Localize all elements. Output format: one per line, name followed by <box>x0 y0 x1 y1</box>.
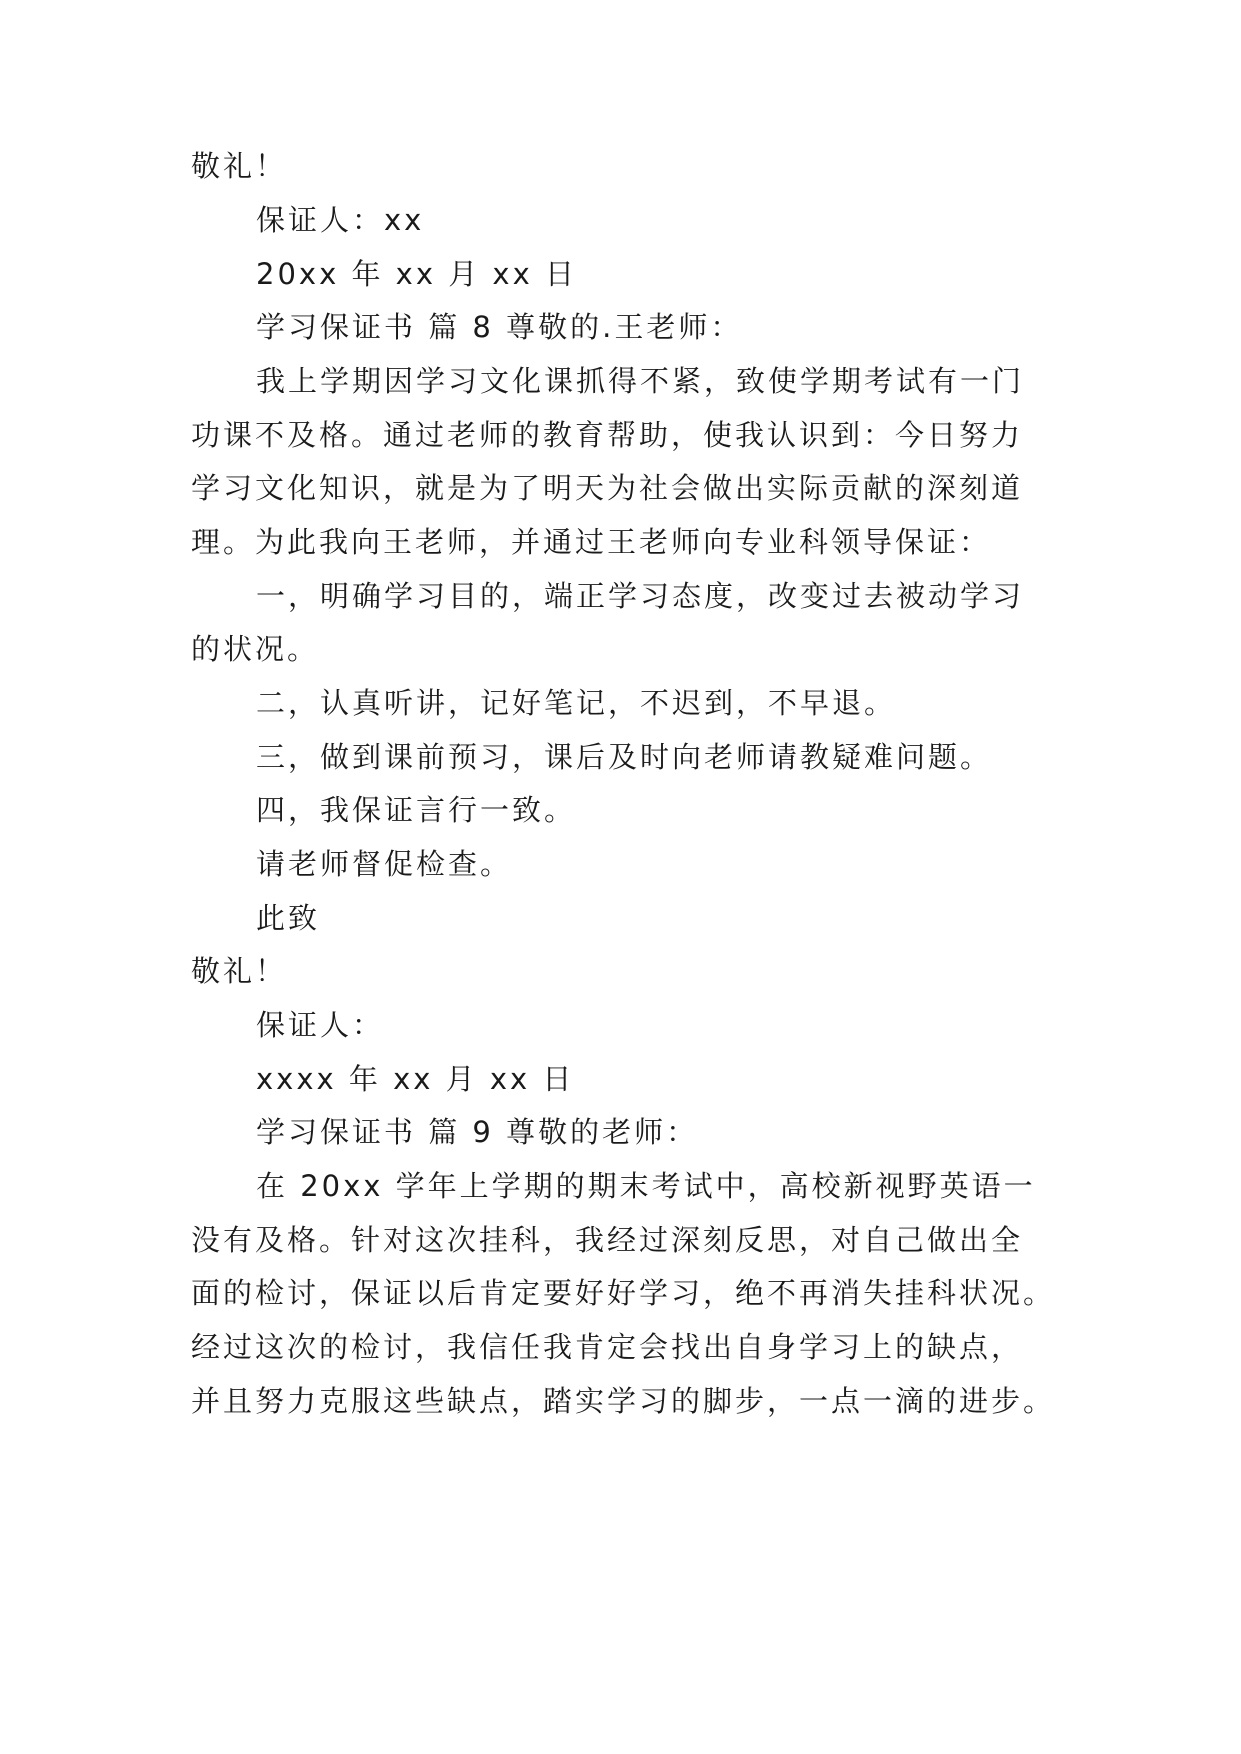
paragraph-line: 经过这次的检讨，我信任我肯定会找出自身学习上的缺点， <box>191 1330 1024 1364</box>
paragraph-line: 没有及格。针对这次挂科，我经过深刻反思，对自己做出全 <box>191 1223 1024 1257</box>
paragraph-line: 面的检讨，保证以后肯定要好好学习，绝不再消失挂科状况。 <box>191 1276 1056 1310</box>
closing-salute: 敬礼！ <box>191 149 288 183</box>
pledge-item-2: 二，认真听讲，记好笔记，不迟到，不早退。 <box>256 686 897 720</box>
paragraph-line: 并且努力克服这些缺点，踏实学习的脚步，一点一滴的进步。 <box>191 1384 1056 1418</box>
pledge-item-4: 四，我保证言行一致。 <box>256 793 577 827</box>
pledge-item-3: 三，做到课前预习，课后及时向老师请教疑难问题。 <box>256 740 993 774</box>
request-line: 请老师督促检查。 <box>256 847 513 881</box>
date-line: xxxx 年 xx 月 xx 日 <box>256 1062 575 1096</box>
paragraph-line: 在 20xx 学年上学期的期末考试中，高校新视野英语一 <box>256 1169 1036 1203</box>
date-line: 20xx 年 xx 月 xx 日 <box>256 257 577 291</box>
section-heading-8: 学习保证书 篇 8 尊敬的.王老师： <box>256 310 743 344</box>
guarantor-line: 保证人： <box>256 1008 385 1042</box>
paragraph-line: 我上学期因学习文化课抓得不紧，致使学期考试有一门 <box>256 364 1025 398</box>
paragraph-line: 功课不及格。通过老师的教育帮助，使我认识到：今日努力 <box>191 418 1024 452</box>
pledge-item-1: 一，明确学习目的，端正学习态度，改变过去被动学习 <box>256 579 1025 613</box>
closing-salute: 敬礼！ <box>191 954 288 988</box>
paragraph-line: 学习文化知识，就是为了明天为社会做出实际贡献的深刻道 <box>191 471 1024 505</box>
section-heading-9: 学习保证书 篇 9 尊敬的老师： <box>256 1115 699 1149</box>
paragraph-line: 理。为此我向王老师，并通过王老师向专业科领导保证： <box>191 525 992 559</box>
pledge-item-1-cont: 的状况。 <box>191 632 320 666</box>
guarantor-line: 保证人：xx <box>256 203 425 237</box>
closing-zhizhi: 此致 <box>256 901 321 935</box>
